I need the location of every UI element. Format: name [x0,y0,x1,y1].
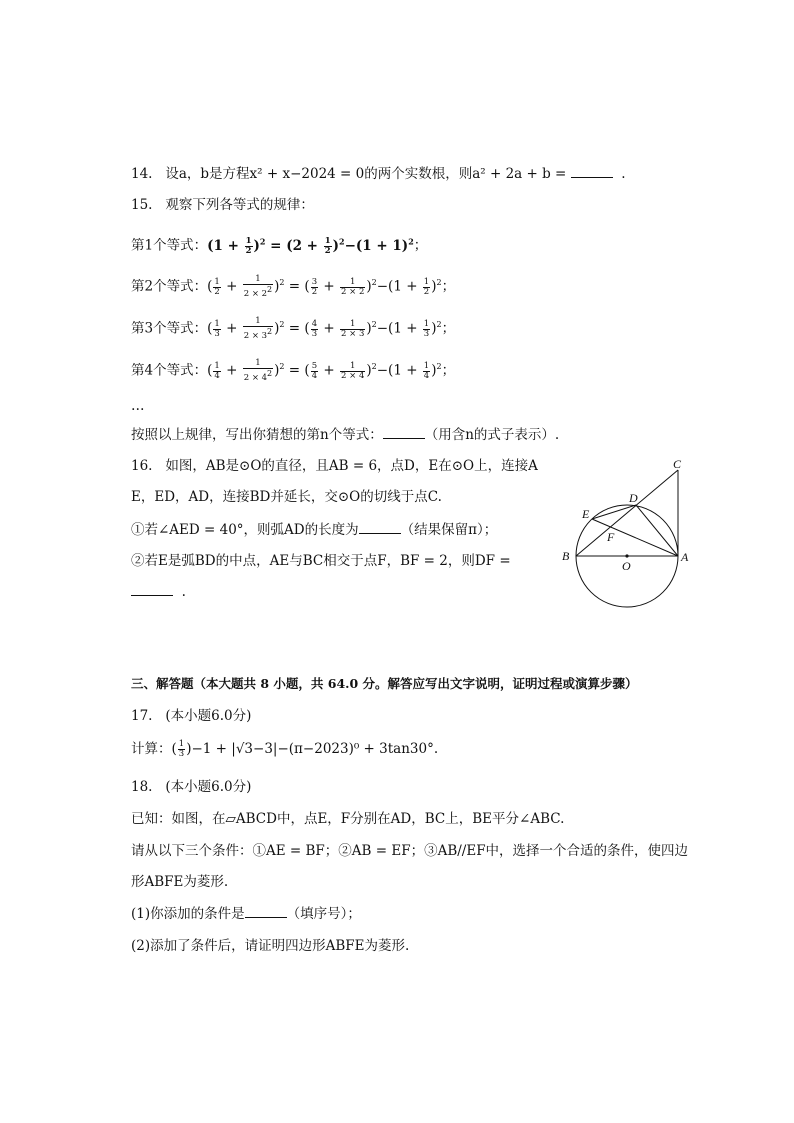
part-tail: （填序号）； [286,906,361,922]
question-15 [131,195,314,215]
label-b: B [562,549,570,563]
question-number: 18. [131,779,153,795]
circle-figure [556,452,696,610]
question-text: 设a，b是方程x² + x−2024 = 0的两个实数根，则a² + 2a + b = [165,166,567,182]
question-number: 15. [131,197,153,213]
part-text: ①若∠AED = 40°，则弧AD的长度为 [131,522,359,538]
expression-label: 计算： [131,741,172,757]
question-points: (本小题6.0分) [165,779,252,795]
question-18-part-1 [131,904,361,924]
answer-blank[interactable] [131,583,173,596]
equation-label: 第3个等式： [131,320,208,337]
label-a: A [681,550,689,564]
answer-blank[interactable] [383,426,425,439]
question-18-line-2: 请从以下三个条件：①AE = BF；②AB = EF；③AB//EF中，选择一个合适的条件，使四边 [131,843,689,859]
label-o: O [622,559,631,573]
question-18-line-3: 形ABFE为菱形. [131,874,229,890]
answer-blank[interactable] [245,905,287,918]
section-heading: 三、解答题（本大题共 8 小题，共 64.0 分。解答应写出文字说明，证明过程或演算步骤） [131,676,638,691]
question-14 [131,164,626,184]
center-point [625,554,628,557]
equation-label: 第2个等式： [131,278,208,295]
question-15-prompt [131,425,559,445]
label-c: C [673,457,682,471]
prompt-text: 按照以上规律，写出你猜想的第n个等式： [131,427,383,443]
part-text: (1)你添加的条件是 [131,906,245,922]
segment-ae [592,519,678,556]
ellipsis: … [131,398,145,414]
question-17-expression: 计算：( $\frac{1}{3}$ )−1 + |√3−3|−(π−2023)⁰ + 3tan30°. [131,739,439,759]
question-number: 16. [131,458,153,474]
question-points: (本小题6.0分) [165,708,252,724]
equation-1: 第1个等式：(1 + $\frac{1}{2}$ )$^2$ = (2 + $\frac{1}{2}$ )$^2-(1 + 1)^2$； [131,235,428,256]
question-18-line-1: 已知：如图，在▱ABCD中，点E，F分别在AD，BC上，BE平分∠ABC. [131,811,565,827]
question-16-part-1 [131,520,497,540]
label-d: D [629,491,638,505]
question-17 [131,706,251,726]
question-16-line-2: E，ED，AD，连接BD并延长，交⊙O的切线于点C. [131,489,442,505]
question-16-part-2: ②若E是弧BD的中点，AE与BC相交于点F，BF = 2，则DF = [131,553,511,569]
question-number: 14. [131,166,153,182]
question-18-part-2: (2)添加了条件后，请证明四边形ABFE为菱形. [131,938,410,954]
equation-2: 第2个等式：( $\frac{1}{2}$ + $\frac{1}{2 \times 2^2}$ )$^2$ = ( $\frac{3}{2}$ + $\frac{1}{2 \times 2}$ )$^2$−(1 + $\frac{1}{2}$ )$^2$； [131,274,456,299]
part-tail: （结果保留π）； [400,522,498,538]
question-text: 如图，AB是⊙O的直径，且AB = 6，点D，E在⊙O上，连接A [165,458,538,474]
equation-label: 第4个等式： [131,362,208,379]
answer-blank[interactable] [571,165,613,178]
equation-3: 第3个等式：( $\frac{1}{3}$ + $\frac{1}{2 \times 3^2}$ )$^2$ = ( $\frac{4}{3}$ + $\frac{1}{2 \times 3}$ )$^2$−(1 + $\frac{1}{3}$ )$^2$； [131,316,456,341]
question-16 [131,456,538,476]
question-text: 观察下列各等式的规律： [165,197,314,213]
equation-4: 第4个等式：( $\frac{1}{4}$ + $\frac{1}{2 \times 4^2}$ )$^2$ = ( $\frac{5}{4}$ + $\frac{1}{2 \times 4}$ )$^2$−(1 + $\frac{1}{4}$ )$^2$； [131,358,456,383]
equation-label: 第1个等式： [131,237,208,254]
question-end: . [181,584,186,600]
question-number: 17. [131,708,153,724]
question-end: . [621,166,626,182]
answer-blank[interactable] [359,521,401,534]
question-16-part-2-answer [131,582,186,602]
label-f: F [607,530,615,544]
question-18 [131,777,251,797]
label-e: E [582,507,590,521]
prompt-tail: （用含n的式子表示）. [424,427,560,443]
expression: −1 + |√3−3|−(π−2023)⁰ + 3tan30°. [191,741,439,757]
segment-bc [576,470,678,556]
